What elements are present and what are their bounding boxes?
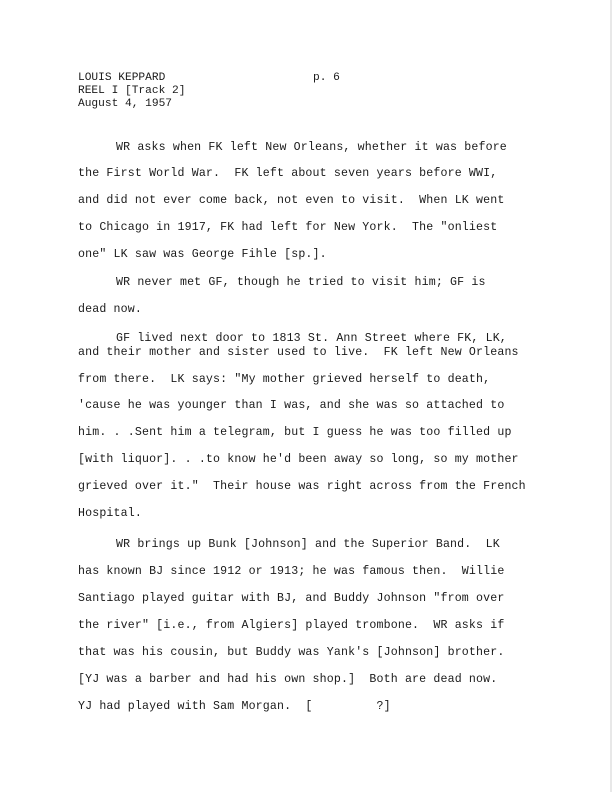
header-reel: REEL I [Track 2] (78, 85, 186, 97)
body-line: grieved over it." Their house was right across from the French (78, 480, 526, 493)
body-line: him. . .Sent him a telegram, but I guess he was too filled up (78, 426, 512, 439)
body-line: dead now. (78, 303, 142, 316)
body-line: the First World War. FK left about seven years before WWI, (78, 167, 498, 180)
body-line: and their mother and sister used to live. FK left New Orleans (78, 346, 519, 359)
body-line: YJ had played with Sam Morgan. [ ?] (78, 700, 391, 713)
header-date: August 4, 1957 (78, 98, 172, 110)
body-line: Hospital. (78, 507, 142, 520)
body-line: the river" [i.e., from Algiers] played trombone. WR asks if (78, 619, 505, 632)
body-line: one" LK saw was George Fihle [sp.]. (78, 248, 327, 261)
body-line: that was his cousin, but Buddy was Yank's [Johnson] brother. (78, 646, 505, 659)
body-line: to Chicago in 1917, FK had left for New York. The "onliest (78, 221, 498, 234)
header-page-number: p. 6 (313, 72, 340, 84)
body-line: GF lived next door to 1813 St. Ann Street where FK, LK, (116, 332, 507, 345)
header-interviewee: LOUIS KEPPARD (78, 72, 166, 84)
body-line: and did not ever come back, not even to visit. When LK went (78, 194, 505, 207)
body-line: [with liquor]. . .to know he'd been away so long, so my mother (78, 453, 519, 466)
body-line: WR asks when FK left New Orleans, whether it was before (116, 141, 507, 154)
body-line: WR never met GF, though he tried to visit him; GF is (116, 276, 486, 289)
body-line: has known BJ since 1912 or 1913; he was famous then. Willie (78, 565, 505, 578)
body-line: 'cause he was younger than I was, and she was so attached to (78, 399, 505, 412)
body-line: Santiago played guitar with BJ, and Buddy Johnson "from over (78, 592, 505, 605)
body-line: from there. LK says: "My mother grieved herself to death, (78, 373, 491, 386)
body-line: [YJ was a barber and had his own shop.] Both are dead now. (78, 673, 498, 686)
body-line: WR brings up Bunk [Johnson] and the Superior Band. LK (116, 538, 500, 551)
